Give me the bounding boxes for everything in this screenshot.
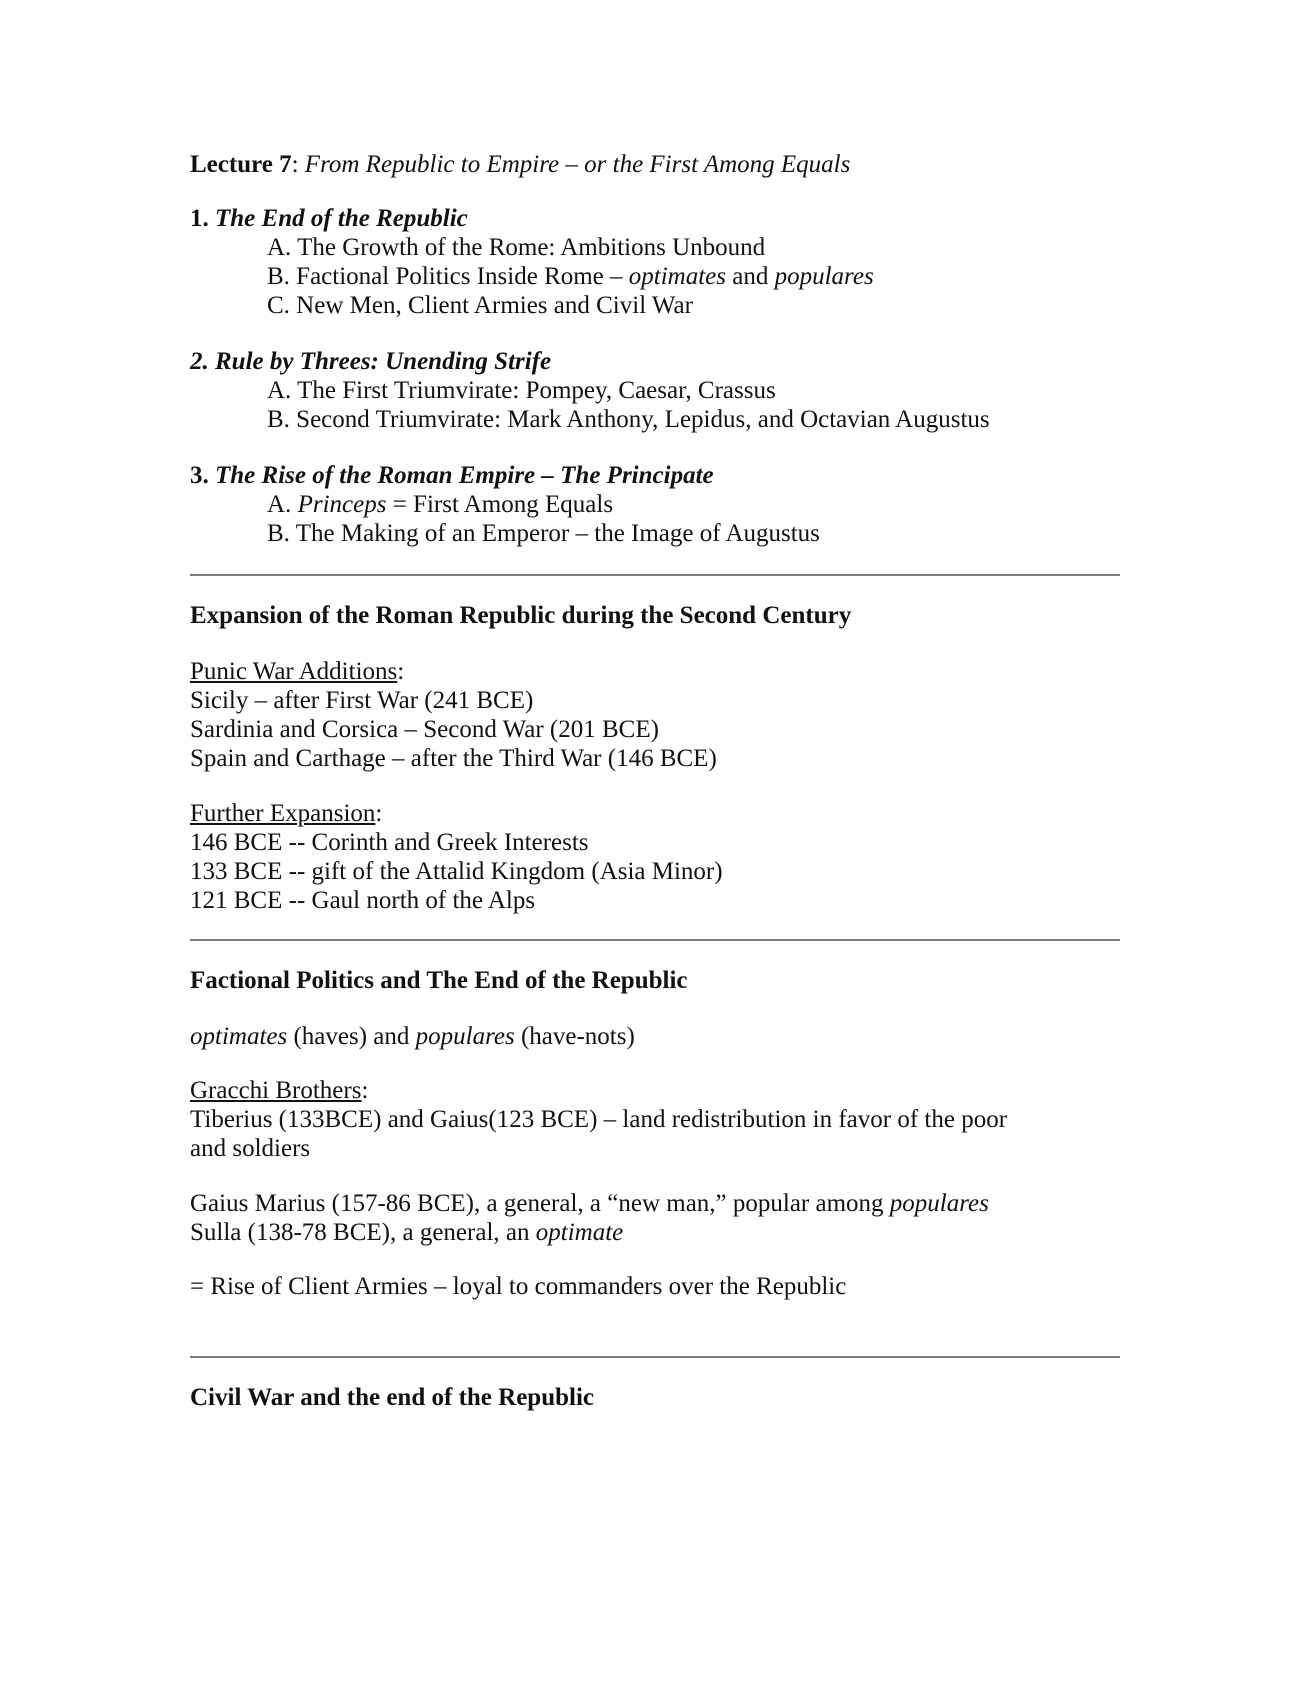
outline-number-1: 1. [190, 205, 215, 232]
punic-item: Sicily – after First War (241 BCE) [190, 687, 534, 714]
gracchi-label-line [190, 1076, 1120, 1105]
further-item: 133 BCE -- gift of the Attalid Kingdom (Asia Minor) [190, 858, 723, 885]
punic-label-line [190, 657, 1120, 686]
outline-item-2b: B. Second Triumvirate: Mark Anthony, Lepidus, and Octavian Augustus [267, 406, 990, 433]
punic-item: Spain and Carthage – after the Third War (146 BCE) [190, 745, 717, 772]
further-colon: : [375, 800, 383, 827]
further-label-line [190, 799, 1120, 828]
outline-item-3a-em: Princeps [297, 491, 387, 518]
punic-label: Punic War Additions [190, 658, 398, 685]
outline-item-3a [190, 490, 1120, 519]
outline-item-1b-em2: populares [774, 263, 874, 290]
outline-item-3a-post: = First Among Equals [386, 491, 614, 518]
factional-intro-post: (have-nots) [514, 1023, 635, 1050]
sulla-line [190, 1218, 1120, 1247]
outline-heading-2 [190, 347, 1120, 376]
lecture-title-separator: : [291, 151, 305, 178]
gracchi-label: Gracchi Brothers [190, 1077, 362, 1104]
outline-item-1c: C. New Men, Client Armies and Civil War [267, 292, 693, 319]
outline-number-2: 2. [190, 348, 215, 375]
lecture-label: Lecture 7 [190, 151, 292, 178]
marius-em: populares [889, 1190, 989, 1217]
outline-item-1b [190, 262, 1120, 291]
document-page [190, 150, 1120, 1412]
outline-item-1b-text: B. Factional Politics Inside Rome – [267, 263, 629, 290]
expansion-heading: Expansion of the Roman Republic during the Second Century [190, 602, 852, 629]
factional-intro-em2: populares [415, 1023, 515, 1050]
factional-intro-mid: (haves) and [287, 1023, 416, 1050]
outline-number-3: 3. [190, 462, 215, 489]
further-item: 121 BCE -- Gaul north of the Alps [190, 887, 536, 914]
sulla-em: optimate [535, 1219, 624, 1246]
gracchi-text: Tiberius (133BCE) and Gaius(123 BCE) – land redistribution in favor of the poor and soldiers [190, 1106, 1008, 1162]
outline-heading-1-text: The End of the Republic [215, 205, 468, 232]
gracchi-colon: : [361, 1077, 369, 1104]
lecture-title [190, 150, 1120, 179]
outline-item-1b-em1: optimates [628, 263, 726, 290]
marius-line [190, 1189, 1120, 1218]
factional-intro [190, 1022, 1120, 1051]
outline-item-1a: A. The Growth of the Rome: Ambitions Unbound [267, 234, 766, 261]
marius-text: Gaius Marius (157-86 BCE), a general, a “new man,” popular among [190, 1190, 890, 1217]
factional-intro-em1: optimates [190, 1023, 288, 1050]
sulla-text: Sulla (138-78 BCE), a general, an [190, 1219, 536, 1246]
outline-item-2a: A. The First Triumvirate: Pompey, Caesar, Crassus [267, 377, 776, 404]
civil-war-heading: Civil War and the end of the Republic [190, 1384, 594, 1411]
further-label: Further Expansion [190, 800, 376, 827]
outline-item-3a-pre: A. [267, 491, 298, 518]
outline-item-3b: B. The Making of an Emperor – the Image of Augustus [267, 520, 820, 547]
outline-heading-3 [190, 461, 1120, 490]
outline-heading-2-text: Rule by Threes: Unending Strife [215, 348, 552, 375]
lecture-subtitle: From Republic to Empire – or the First Among Equals [304, 151, 851, 178]
punic-colon: : [397, 658, 405, 685]
outline-heading-1 [190, 204, 1120, 233]
factional-heading: Factional Politics and The End of the Republic [190, 967, 688, 994]
further-item: 146 BCE -- Corinth and Greek Interests [190, 829, 589, 856]
outline-heading-3-text: The Rise of the Roman Empire – The Principate [215, 462, 714, 489]
outline-item-1b-mid: and [726, 263, 775, 290]
factional-conclusion: = Rise of Client Armies – loyal to commanders over the Republic [190, 1273, 847, 1300]
punic-item: Sardinia and Corsica – Second War (201 BCE) [190, 716, 659, 743]
